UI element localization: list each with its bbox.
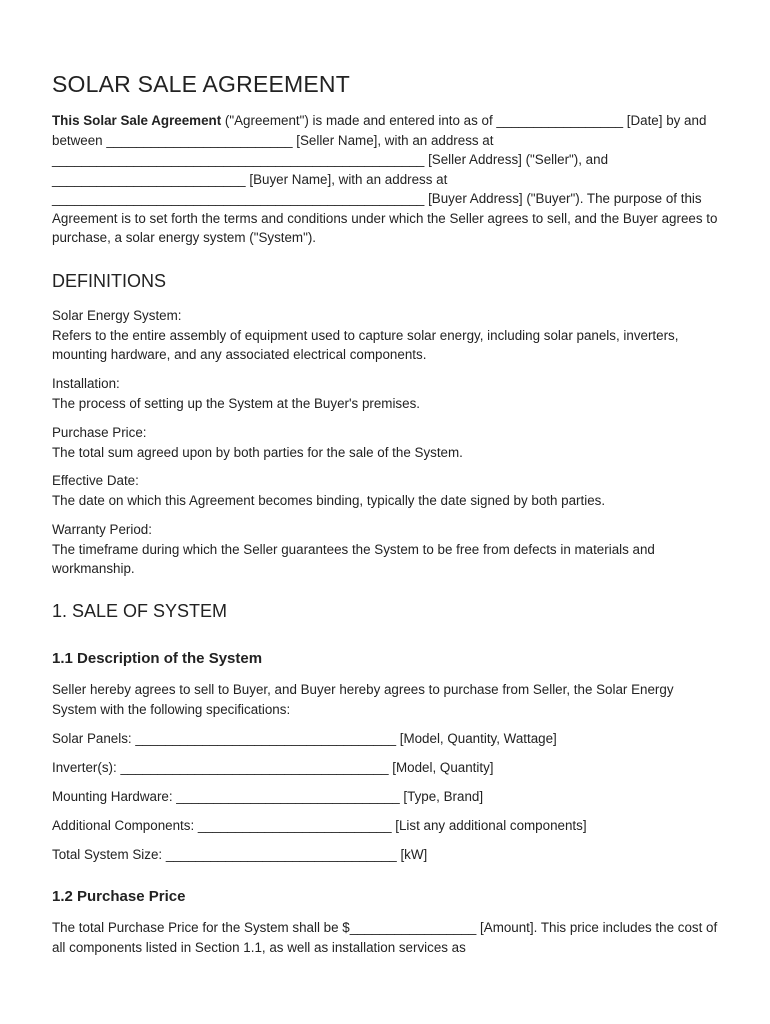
section-1-heading: 1. SALE OF SYSTEM [52,601,228,621]
definition-desc: The total sum agreed upon by both parties for the sale of the System. [52,444,463,460]
section-1-1-intro: Seller hereby agrees to sell to Buyer, and Buyer hereby agrees to purchase from Seller, the Solar Energy System with the following specifications: [52,682,674,717]
definition-desc: The process of setting up the System at the Buyer's premises. [52,395,420,411]
definition-term: Solar Energy System: [52,308,182,323]
definition-desc: Refers to the entire assembly of equipment used to capture solar energy, including solar panels, inverters, mounting hardware, and any associated electrical components. [52,327,679,362]
section-1-1-heading: 1.1 Description of the System [52,650,263,667]
section-1-2-text: The total Purchase Price for the System shall be $_________________ [Amount]. This price includes the cost of all components listed in Section 1.1, as well as installation services as [52,920,718,955]
spec-solar-panels: Solar Panels: ___________________________________ [Model, Quantity, Wattage] [52,731,557,746]
definition-term: Purchase Price: [52,425,147,440]
definition-item [52,306,720,365]
spec-mounting-hardware: Mounting Hardware: ______________________________ [Type, Brand] [52,789,484,804]
intro-text: ("Agreement") is made and entered into as of _________________ [Date] by and between _________________________ [Seller Name], with an address at __________________________________________________ [Seller Address] ("Seller"), and __________________________ [Buyer Name], with an address at __________________________________________________ [Buyer Address] ("Buyer"). The purpose of this Agreement is to set forth the terms and conditions under which the Seller agrees to sell, and the Buyer agrees to purchase, a solar energy system ("System"). [52,113,718,245]
definition-term: Effective Date: [52,473,139,488]
definitions-heading: DEFINITIONS [52,271,167,291]
definition-item [52,520,720,579]
definition-desc: The date on which this Agreement becomes binding, typically the date signed by both parties. [52,492,606,508]
definition-term: Installation: [52,376,120,391]
spec-total-system-size: Total System Size: _______________________________ [kW] [52,847,428,862]
definition-term: Warranty Period: [52,522,152,537]
document-title: SOLAR SALE AGREEMENT [52,71,350,97]
definition-item [52,423,720,462]
intro-paragraph [52,111,720,248]
intro-lead: This Solar Sale Agreement [52,113,222,128]
spec-inverters: Inverter(s): ____________________________________ [Model, Quantity] [52,760,494,775]
section-1-2-heading: 1.2 Purchase Price [52,888,186,905]
definition-desc: The timeframe during which the Seller guarantees the System to be free from defects in materials and workmanship. [52,541,655,576]
definition-item [52,471,720,510]
definition-item [52,374,720,413]
spec-additional-components: Additional Components: __________________________ [List any additional components] [52,818,587,833]
